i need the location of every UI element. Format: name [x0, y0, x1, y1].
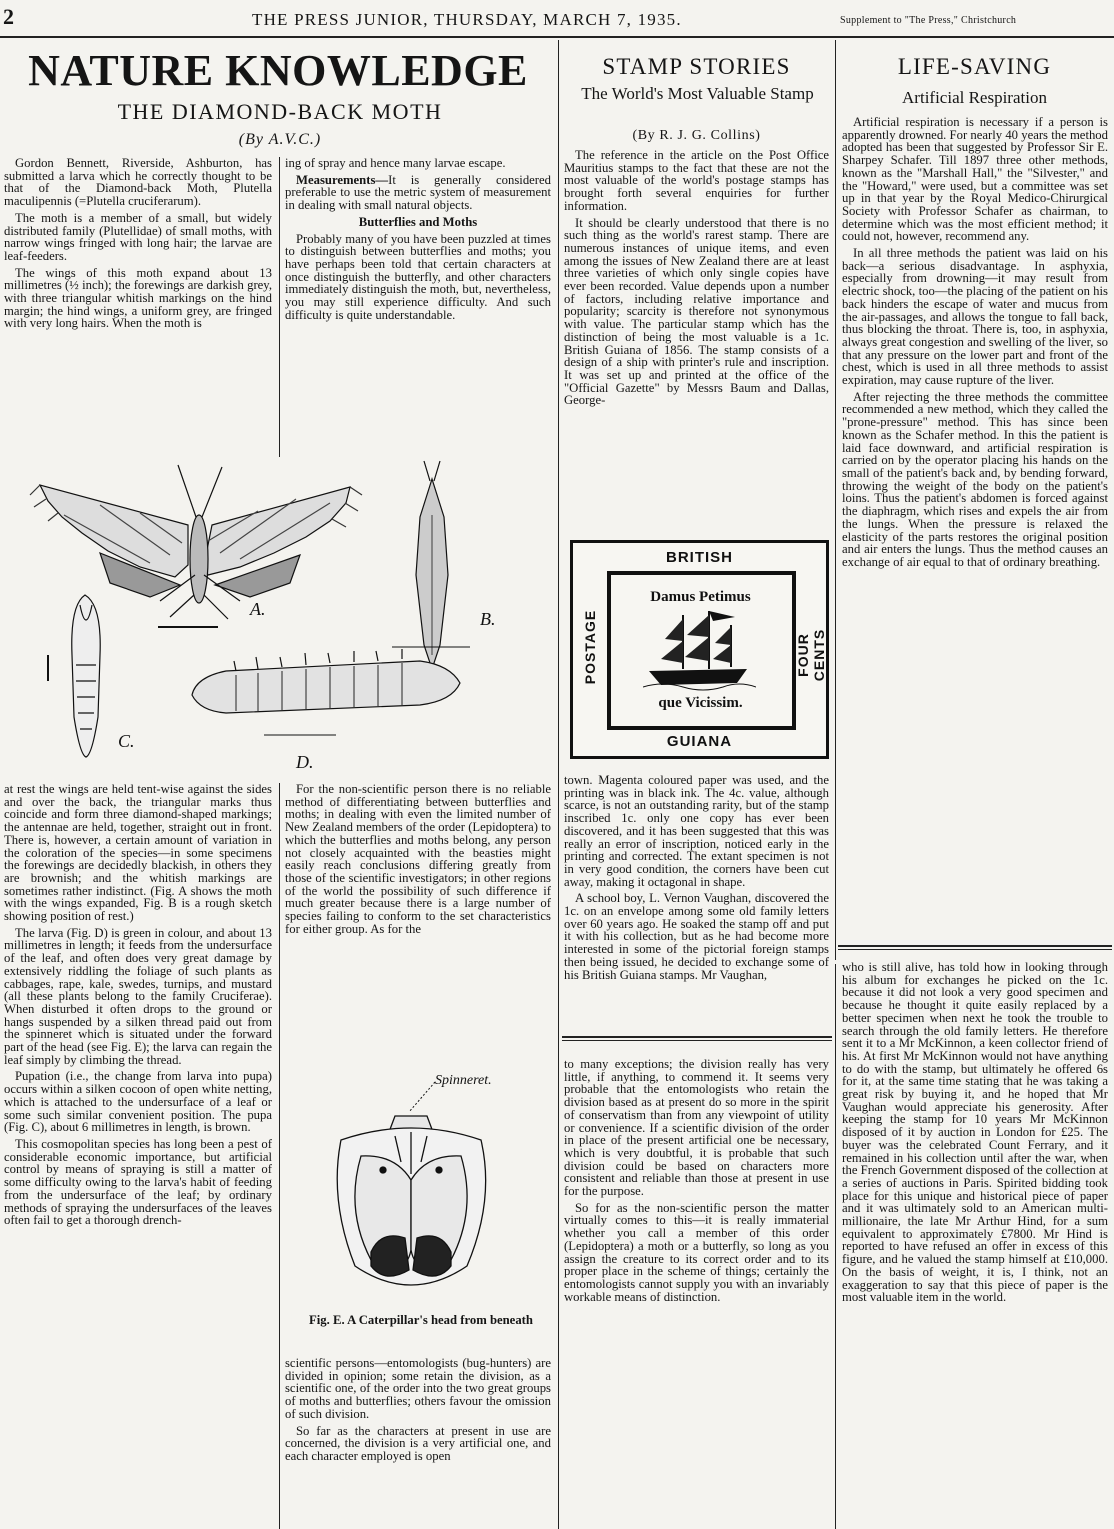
column-rule	[835, 40, 836, 960]
paragraph: town. Magenta coloured paper was used, and the printing was in black ink. The 4c. value, although scarce, is not an outstanding rarity, but of the stamp inscribed 1c. only one copy has ever been discovered, and it has been suggested that this was really an error of inscription, noticed early in the printing and corrected. The extant specimen is not in very good condition, the corners have been cut away, making it octagonal in shape.	[564, 773, 829, 889]
stamp-bottom-text: GUIANA	[666, 733, 733, 750]
stamp-motto-bottom: que Vicissim.	[658, 695, 743, 711]
moth-wings-expanded-illustration	[30, 465, 362, 619]
section-rule	[838, 949, 1112, 950]
nature-col1-top	[4, 157, 272, 334]
stamp-continued	[842, 961, 1108, 1308]
measurements-lead: Measurements—	[296, 172, 389, 187]
moth-at-rest-illustration	[416, 461, 448, 669]
nature-continued	[564, 1058, 829, 1307]
paragraph: Gordon Bennett, Riverside, Ashburton, has submitted a larva which he correctly thought to be that of the Diamond-back Moth, Plutella maculipennis (=Plutella cruciferarum).	[4, 156, 272, 209]
measurements-text: It is generally considered preferable to use the metric system of measurement in dealing with small natural objects.	[285, 172, 551, 213]
paragraph: to many exceptions; the division really has very little, if anything, to commend it. It seems very probable that the entomologists who retain the division based as at present do so more in the spirit of conservatism than from any viewpoint of utility or convenience. If a scientific division of the order in place of the present artificial one be necessary, which is very doubtful, it is probable that such division could be based on characters more consistent and reliable than those at present in use for the purpose.	[564, 1057, 829, 1199]
column-rule	[558, 40, 559, 1529]
ship-icon	[643, 607, 756, 693]
nature-col2-top	[285, 157, 551, 325]
paragraph: Artificial respiration is necessary if a person is apparently drowned. For nearly 40 years the method adopted has been that suggested by Professor Sir E. Sharpey Schafer. Till 1897 three other methods, known as the "Marshall Hall," the "Silvester," and the "Howard," were used, but a committee was set up in that year by the Royal Medico-Chirurgical Society with Professor Schafer as chairman, to determine which was the most efficient method; it could not, however, recommend any.	[842, 115, 1108, 244]
stamp-col-middle	[564, 774, 829, 985]
paragraph: A school boy, L. Vernon Vaughan, discovered the 1c. on an envelope among some old family letters over 60 years ago. He soaked the stamp off and put it with his collection, but as he had become more interested in some of the pictorial foreign stamps then being issued, he decided to exchange some of his British Guiana stamps. Mr Vaughan,	[564, 891, 829, 982]
caterpillar-head-figure	[285, 1070, 551, 1310]
stamp-col-top	[564, 149, 829, 411]
paragraph: The moth is a member of a small, but widely distributed family (Plutellidae) of small moths, with narrow wings fringed with long hair; the larvae are leaf-feeders.	[4, 210, 272, 263]
fig-e-caption: Fig. E. A Caterpillar's head from beneath	[309, 1313, 533, 1327]
masthead	[0, 4, 1114, 30]
figure-label-a: A.	[250, 599, 266, 619]
column-rule	[835, 964, 836, 1529]
paragraph	[285, 174, 551, 212]
larva-illustration	[192, 649, 460, 713]
paragraph: ing of spray and hence many larvae escape.	[285, 156, 506, 170]
masthead-supplement: Supplement to "The Press," Christchurch	[840, 15, 1017, 26]
nature-col1-bottom	[4, 783, 272, 1231]
masthead-rule	[0, 36, 1114, 38]
figure-label-d: D.	[296, 752, 314, 772]
stamp-illustration	[570, 540, 829, 759]
stamp-right-text: FOUR CENTS	[795, 628, 827, 682]
spinneret-label: Spinneret.	[435, 1073, 492, 1088]
nature-byline: (By A.V.C.)	[238, 131, 322, 148]
section-rule	[562, 1040, 832, 1041]
section-heading: Butterflies and Moths	[358, 214, 478, 229]
paragraph: who is still alive, has told how in looking through his album for exchanges he picked on the 1c. because it did not look a very good specimen and because he thought it quite easily replaced by a better specimen when next he took the trouble to search through the old family letters. He therefore sent it to a Mr McKinnon, a keen collector friend of his. At first Mr McKinnon would not have anything to do with the stamp, but ultimately he offered 6s for it, at the same time stating that he was taking a great risk by buying it, and he hoped that Mr Vaughan would appreciate his generosity. After keeping the stamp for 10 years Mr McKinnon disposed of it by auction in London for £25. The buyer was the celebrated Count Ferrary, and it remained in his collection until after the war, when the French Government disposed of the collection at a series of auctions in Paris. Spirited bidding took place for this unique and historical piece of paper and it was ultimately sold to an American multi-millionaire, the late Mr Arthur Hind, for a sum equivalent to approximately £7800. Mr Hind is reported to have refused an offer in excess of this figure, and he valued the stamp himself at £10,000. On the basis of weight, it is, I think, not an exaggeration to say that this piece of paper is the most valuable item in the world.	[842, 960, 1109, 1305]
paragraph: Pupation (i.e., the change from larva into pupa) occurs within a silken cocoon of open white netting, which is attached to the undersurface of a leaf or some such similar convenient position. The pupa (Fig. C), about 6 millimetres in length, is brown.	[4, 1069, 272, 1135]
paragraph: After rejecting the three methods the committee recommended a new method, which they called the "prone-pressure" method. This has since been known as the Schafer method. In this the patient is laid face downward, and artificial respiration is carried on by the operator placing his hands on the small of the patient's back and, by bending forward, throwing the weight of the body on the patient's loins. Thus the patient's abdomen is forced against the diaphragm, which rises and expels the air from the lungs. When the pressure is relaxed the elasticity of the parts restores the original position and air enters the lungs. Thus the method causes an exchange of air equal to that of ordinary breathing.	[842, 389, 1108, 569]
paragraph: The reference in the article on the Post Office Mauritius stamps to the fact that these are not the most valuable of the world's postage stamps has brought forth several enquiries for further information.	[564, 148, 829, 213]
stamp-left-text: POSTAGE	[582, 609, 598, 685]
lifesaving-subheading: Artificial Respiration	[902, 88, 1047, 107]
moth-figures	[0, 455, 556, 777]
paragraph: at rest the wings are held tent-wise against the sides and over the back, the triangular marks thus coincide and form three diamond-shaped markings; the antennae are held, together, straight out in front. There is, however, a certain amount of variation in the coloration of the species—in some specimens the forewings are decidedly blackish, in others they are brownish; and the whitish markings are sometimes rather indistinct. (Fig. A shows the moth with the wings expanded, Fig. B is a rough sketch showing position of rest.)	[4, 782, 272, 924]
paragraph: The wings of this moth expand about 13 millimetres (½ inch); the forewings are darkish grey, with three triangular whitish markings on the hind margin; the hind wings, a uniform grey, are fringed with very long hairs. When the moth is	[4, 265, 272, 331]
nature-col2-bottom	[285, 1357, 551, 1467]
caterpillar-head-illustration	[337, 1116, 485, 1285]
section-rule	[562, 1036, 832, 1038]
paragraph: In all three methods the patient was laid on his back—a serious disadvantage. In asphyxia, especially from drowning—it may result from electric shock, too—the placing of the patient on his back hinders the escape of water and mucus from the air-passages, and allows the tongue to fall back, thus blocking the throat. There is, too, in asphyxia, always great congestion and swelling of the liver, so that any pressure on the lower part and front of the chest, which is used in all three methods to assist expiration, may cause rupture of the liver.	[842, 246, 1108, 388]
nature-heading: NATURE KNOWLEDGE	[28, 46, 528, 95]
stamp-motto-top: Damus Petimus	[650, 589, 751, 605]
section-rule	[838, 945, 1112, 947]
page-number: 2	[3, 4, 14, 29]
figure-label-c: C.	[118, 731, 135, 751]
paragraph: The larva (Fig. D) is green in colour, and about 13 millimetres in length; it feeds from the undersurface of the leaf, and often does very great damage by extensively riddling the foliage of such plants as cabbages, rape, kale, swedes, turnips, and mustard (all these plants belong to the family Cruciferae). When disturbed it often drops to the ground or hangs suspended by a silken thread paid out from the spinneret which is situated under the forward part of the head (see Fig. E); the larva can regain the leaf simply by climbing the thread.	[4, 925, 272, 1067]
masthead-title: THE PRESS JUNIOR, THURSDAY, MARCH 7, 1935.	[252, 10, 682, 29]
paragraph: scientific persons—entomologists (bug-hunters) are divided in opinion; some retain the division, as a scientific one, of the order into the two great groups of moths and butterflies; others favour the omission of such division.	[285, 1356, 551, 1421]
paragraph: It should be clearly understood that there is no such thing as the world's rarest stamp. There are numerous instances of unique items, and even among the issues of New Zealand there are at least three varieties of which only single copies have ever been recorded. Value depends upon a number of factors, including relative importance and popularity; scarcity is therefore not synonymous with value. The particular stamp which has the distinction of being the most valuable is a 1c. British Guiana of 1856. The stamp consists of a design of a ship with printer's rule and inscription. It was set up and printed at the office of the "Official Gazette" by Messrs Baum and Dallas, George-	[564, 215, 829, 408]
nature-subheading: THE DIAMOND-BACK MOTH	[117, 99, 443, 124]
lifesaving-col	[842, 116, 1108, 573]
paragraph: For the non-scientific person there is no reliable method of differentiating between butterflies and moths; in dealing with even the limited number of New Zealand members of the order (Lepidoptera) to which the butterflies and moths belong, any person not closely acquainted with the beasties might easily reach conclusions differing greatly from those of the scientific investigators; in other regions of the world the possibility of such difference if much greater because there is a large number of species failing to conform to the set characteristics for either group. As for the	[285, 782, 551, 936]
stamp-subheading: The World's Most Valuable Stamp	[581, 84, 814, 103]
pointer-line	[409, 1082, 435, 1112]
nature-col2-mid	[285, 783, 551, 939]
column-rule	[279, 783, 280, 1529]
stamp-top-text: BRITISH	[666, 549, 733, 566]
paragraph: So far as the characters at present in use are concerned, the division is a very artificial one, and each character employed is open	[285, 1423, 551, 1463]
paragraph: So for as the non-scientific person the matter virtually comes to this—it is really immaterial whether you call a member of this order (Lepidoptera) a moth or a butterfly, so long as you assign the creature to its correct order and to its proper place in the scheme of things; certainly the entomologists cannot supply you with an invariably workable means of distinction.	[564, 1200, 829, 1304]
stamp-heading: STAMP STORIES	[602, 54, 791, 79]
stamp-byline: (By R. J. G. Collins)	[632, 128, 761, 143]
lifesaving-heading: LIFE-SAVING	[897, 54, 1052, 79]
column-rule	[279, 157, 280, 457]
figure-label-b: B.	[480, 609, 496, 629]
paragraph: This cosmopolitan species has long been a pest of considerable economic importance, but artificial control by means of spraying is still a matter of some difficulty owing to the larva's habit of feeding from the undersurface of the leaf; by ordinary methods of spraying the undersurfaces of the leaves often fail to get a thorough drench-	[4, 1136, 272, 1228]
pupa-illustration	[72, 595, 100, 757]
paragraph: Probably many of you have been puzzled at times to distinguish between butterflies and moths; you have perhaps been told that certain characters at once distinguish the butterfly, and other characters immediately distinguish the moth, but, nevertheless, you may still experience difficulty. And such difficulty is quite understandable.	[285, 231, 551, 322]
